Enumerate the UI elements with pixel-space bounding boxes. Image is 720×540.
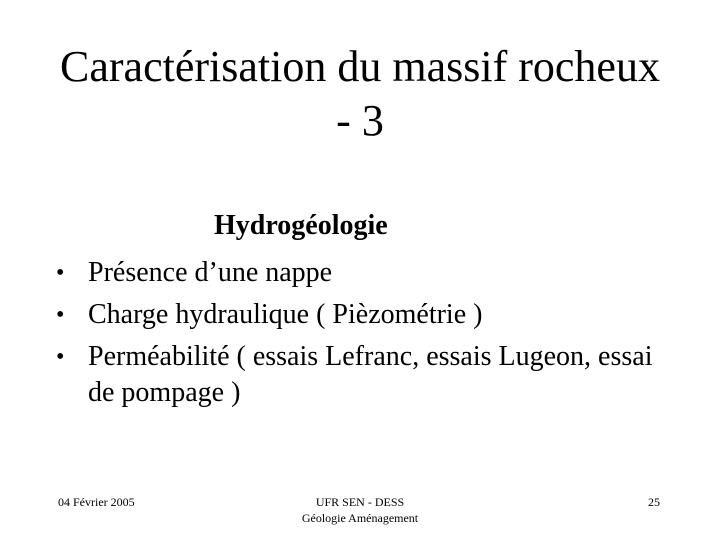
footer-organization-line-2: Géologie Aménagement	[301, 511, 419, 525]
footer-date: 04 Février 2005	[58, 495, 135, 509]
slide-title-line-2: - 3	[336, 96, 384, 145]
bullet-item	[56, 255, 676, 291]
footer-organization-line-1: UFR SEN - DESS	[315, 495, 405, 509]
bullet-list	[56, 255, 676, 417]
footer-page-number: 25	[648, 495, 660, 509]
bullet-icon: •	[56, 260, 65, 286]
bullet-icon: •	[56, 302, 65, 328]
bullet-item	[56, 297, 676, 333]
bullet-text: Charge hydraulique ( Pièzométrie )	[88, 299, 483, 330]
section-heading: Hydrogéologie	[214, 210, 388, 241]
bullet-text: Perméabilité ( essais Lefranc, essais Lugeon, essai de pompage )	[88, 341, 653, 408]
slide-title-line-1: Caractérisation du massif rocheux	[60, 42, 660, 91]
bullet-icon: •	[56, 344, 65, 370]
footer-organization	[270, 494, 450, 526]
bullet-item	[56, 339, 676, 411]
bullet-text: Présence d’une nappe	[88, 257, 333, 288]
slide-title	[0, 40, 720, 148]
